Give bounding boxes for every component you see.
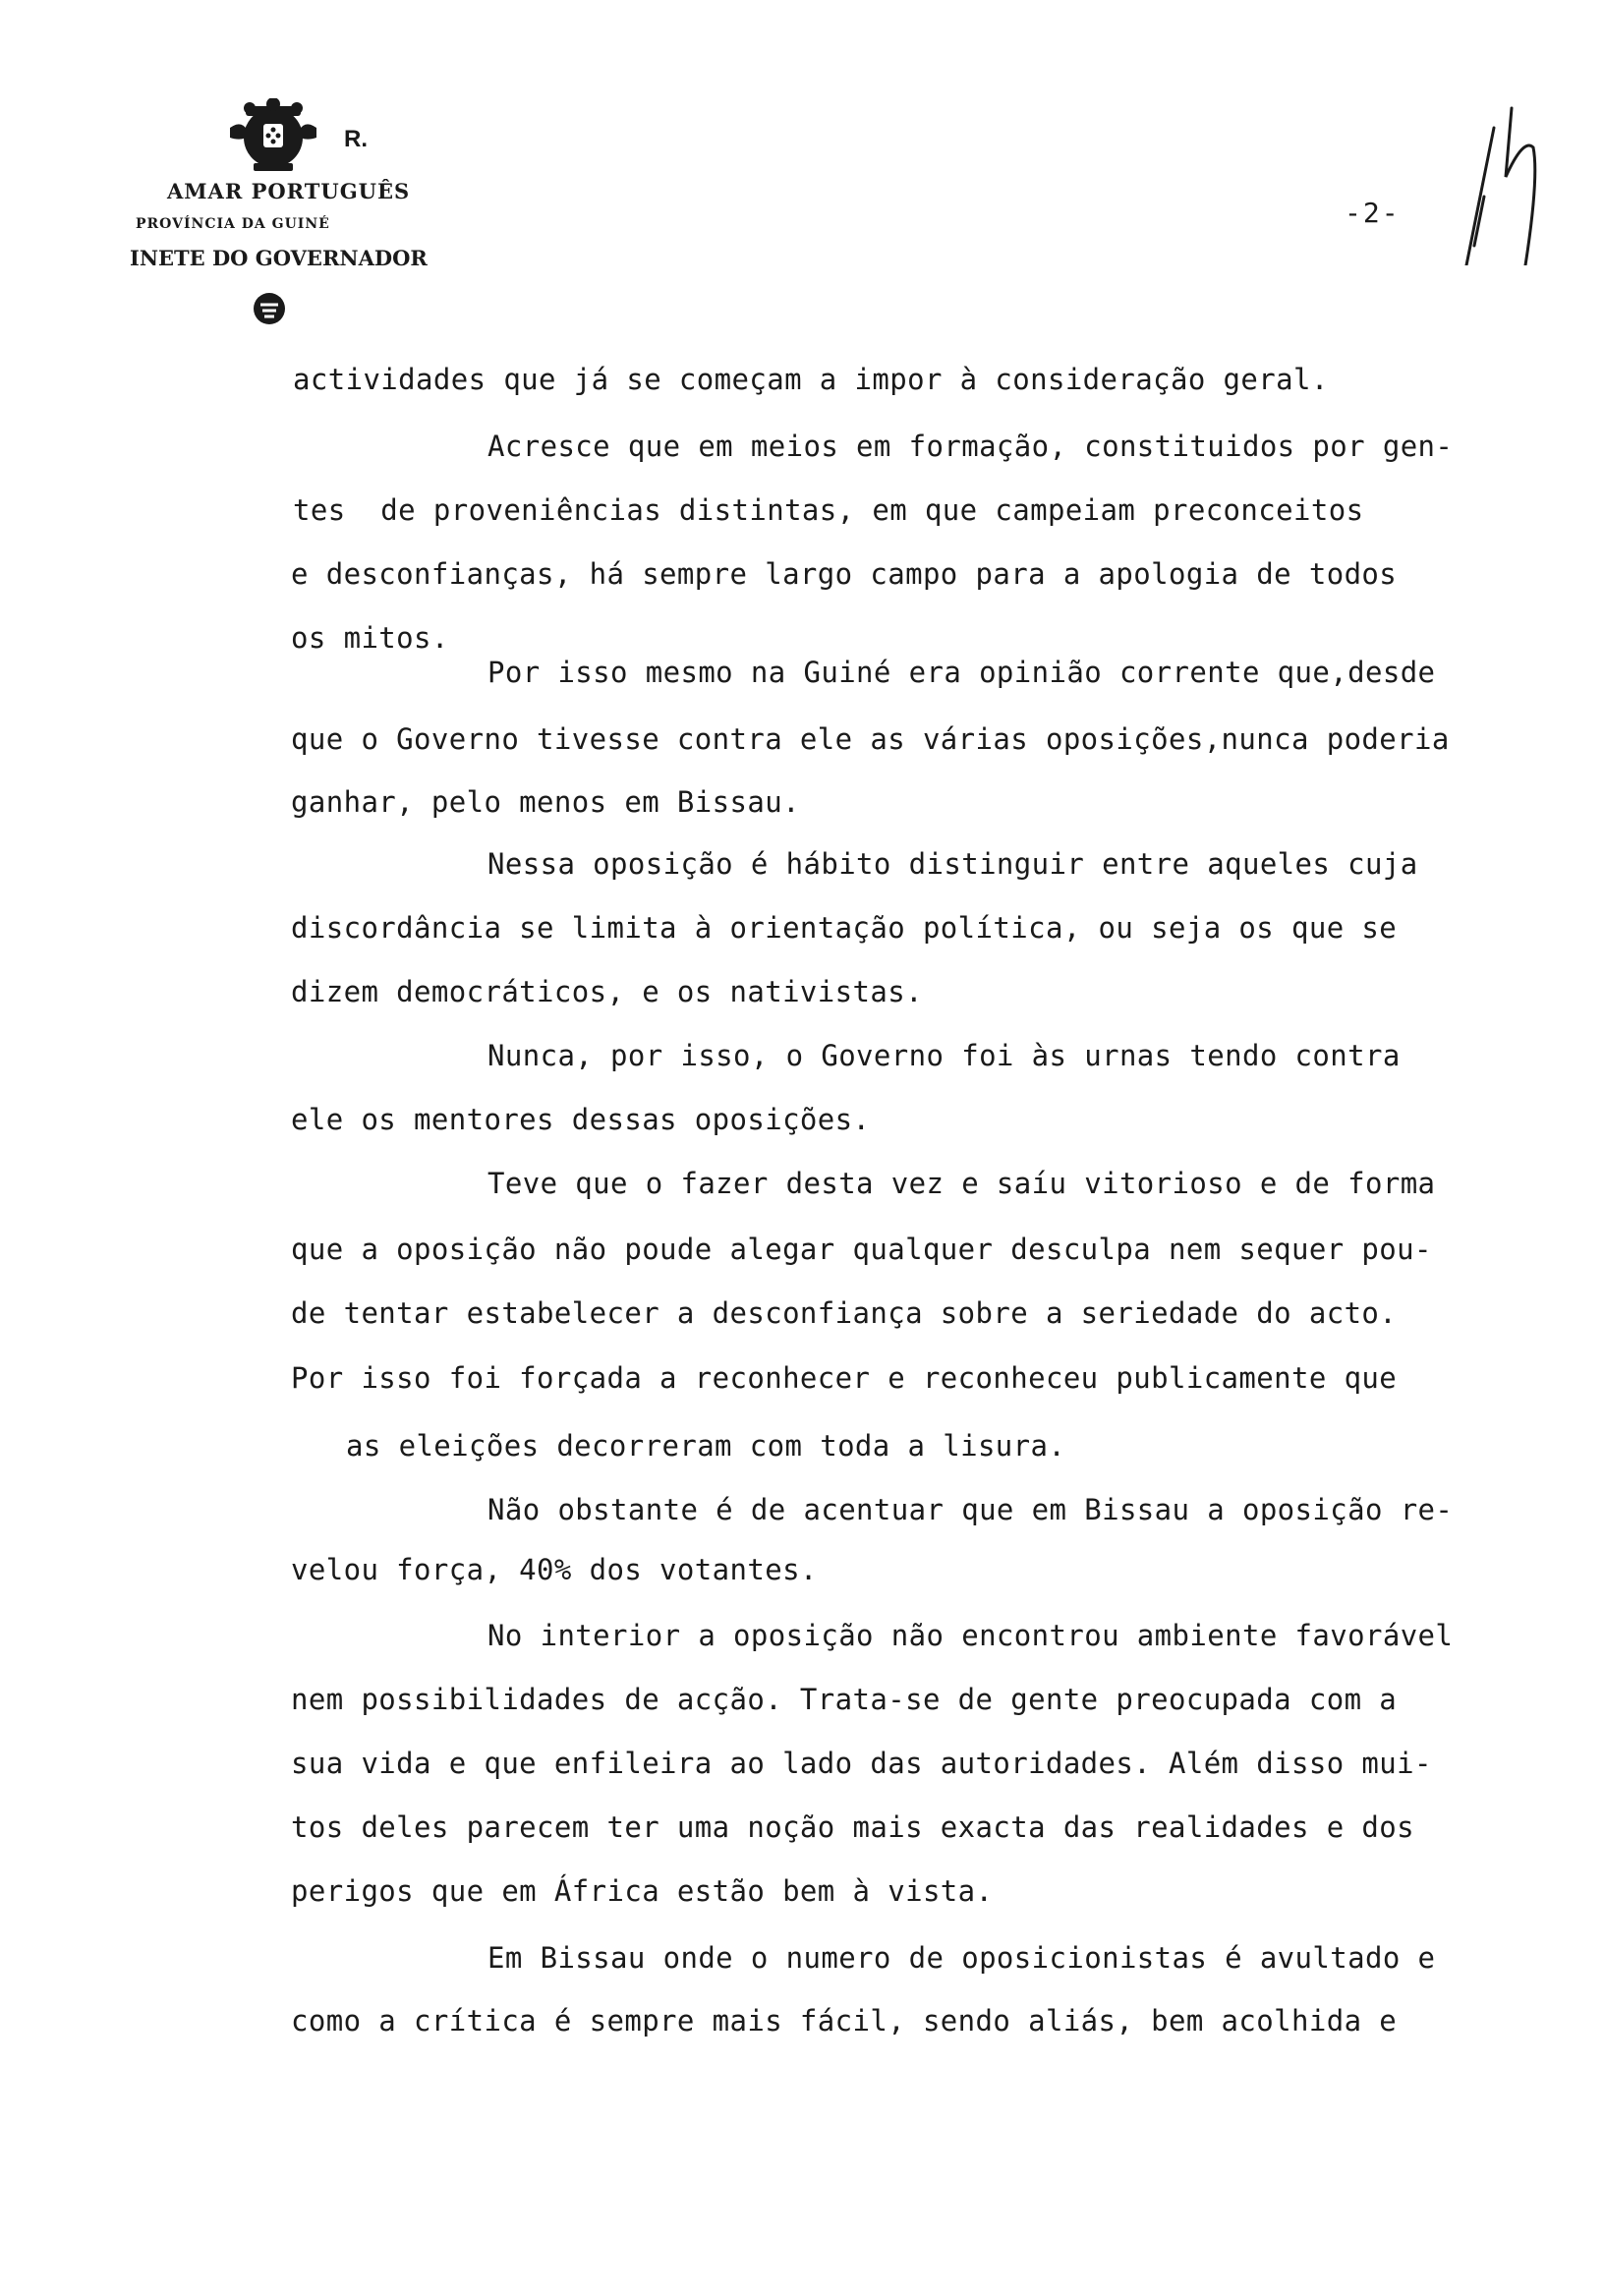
body-line: de tentar estabelecer a desconfiança sobre a seriedade do acto. (291, 1296, 1398, 1330)
body-line: e desconfianças, há sempre largo campo para a apologia de todos (291, 557, 1398, 591)
letterhead-office: INETE DO GOVERNADOR (130, 246, 428, 270)
body-line: Acresce que em meios em formação, constituidos por gen- (487, 430, 1454, 463)
letterhead-title: AMAR PORTUGUÊS (167, 179, 411, 203)
body-line: ele os mentores dessas oposições. (291, 1103, 871, 1136)
body-line: tos deles parecem ter uma noção mais exacta das realidades e dos (291, 1810, 1415, 1844)
body-line: discordância se limita à orientação política, ou seja os que se (291, 911, 1398, 945)
stamp-icon (252, 291, 287, 326)
body-line: Nunca, por isso, o Governo foi às urnas tendo contra (487, 1039, 1401, 1072)
body-line: os mitos. (291, 621, 449, 655)
body-line: Em Bissau onde o numero de oposicionistas é avultado e (487, 1941, 1436, 1975)
body-line: perigos que em África estão bem à vista. (291, 1874, 994, 1908)
body-line: que a oposição não poude alegar qualquer desculpa nem sequer pou- (291, 1233, 1432, 1266)
body-line: as eleições decorreram com toda a lisura. (346, 1429, 1066, 1463)
coat-of-arms-icon (224, 98, 322, 177)
body-line: velou força, 40% dos votantes. (291, 1553, 818, 1586)
body-line: Por isso foi forçada a reconhecer e reconheceu publicamente que (291, 1361, 1398, 1395)
body-line: tes de proveniências distintas, em que campeiam preconceitos (293, 493, 1364, 527)
handwritten-page-mark (1415, 69, 1573, 265)
body-line: como a crítica é sempre mais fácil, sendo aliás, bem acolhida e (291, 2004, 1398, 2038)
body-line: sua vida e que enfileira ao lado das autoridades. Além disso mui- (291, 1747, 1432, 1780)
body-line: No interior a oposição não encontrou ambiente favorável (487, 1619, 1454, 1652)
letterhead-province: PROVÍNCIA DA GUINÉ (136, 216, 330, 232)
page-number: -2- (1345, 197, 1401, 229)
body-line: actividades que já se começam a impor à consideração geral. (293, 363, 1329, 396)
body-line: Teve que o fazer desta vez e saíu vitorioso e de forma (487, 1167, 1436, 1200)
body-line: Nessa oposição é hábito distinguir entre aqueles cuja (487, 847, 1418, 881)
body-line: Por isso mesmo na Guiné era opinião corrente que,desde (487, 656, 1436, 689)
body-line: Não obstante é de acentuar que em Bissau a oposição re- (487, 1493, 1454, 1526)
letterhead-r: R. (344, 126, 368, 152)
body-line: dizem democráticos, e os nativistas. (291, 975, 923, 1008)
body-line: ganhar, pelo menos em Bissau. (291, 785, 800, 819)
body-line: nem possibilidades de acção. Trata-se de gente preocupada com a (291, 1683, 1398, 1716)
body-line: que o Governo tivesse contra ele as várias oposições,nunca poderia (291, 722, 1450, 756)
